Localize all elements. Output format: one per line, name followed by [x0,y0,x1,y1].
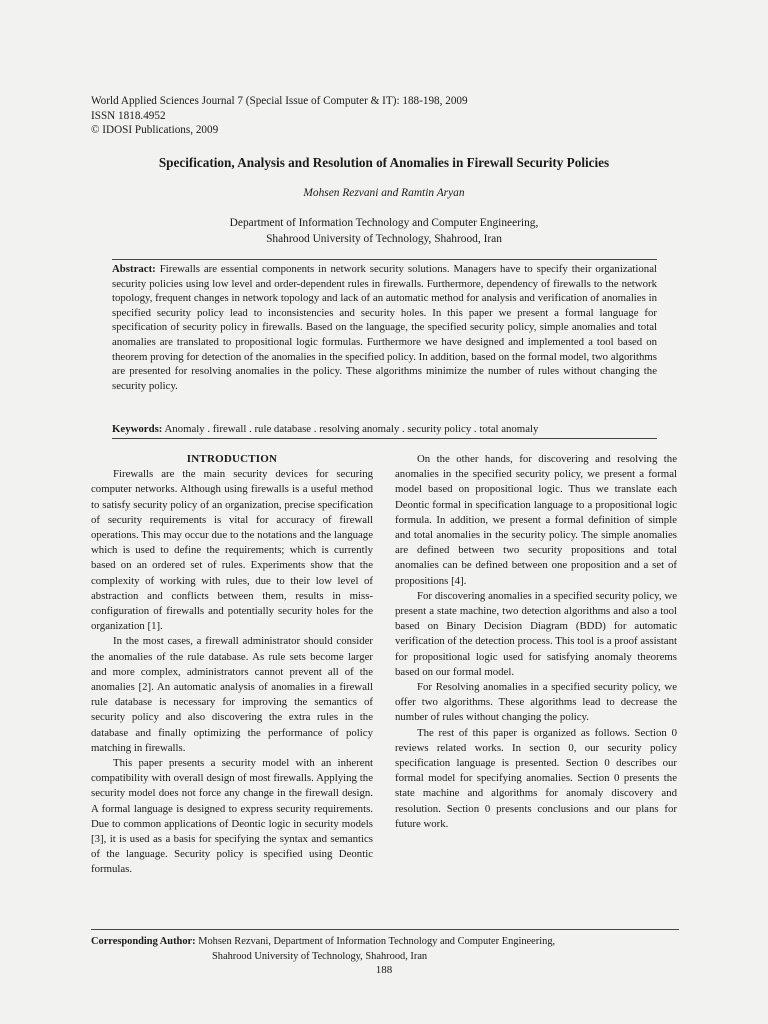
affiliation-line-1: Department of Information Technology and Computer Engineering, [229,217,539,229]
right-paragraph-4: The rest of this paper is organized as follows. Section 0 reviews related works. In section 0, our security policy specification language is presented. Section 0 describes our formal model for specifying anomalies. Section 0 presents the state machine and algorithms for anomaly discovery and resolution. Section 0 presents conclusions and our plans for future work. [395,726,677,830]
issn: ISSN 1818.4952 [91,109,166,122]
abstract-label: Abstract: [112,263,156,275]
paper-title: Specification, Analysis and Resolution of Anomalies in Firewall Security Policies [158,155,610,170]
affiliation [0,216,768,247]
journal-citation: World Applied Sciences Journal 7 (Special Issue of Computer & IT): 188-198, 2009 [91,95,468,107]
keywords-bottom-rule [112,438,657,439]
right-column [395,452,677,832]
corresponding-author-label: Corresponding Author: [91,936,196,947]
footer-rule [91,929,679,930]
keywords-text: Anomaly . firewall . rule database . resolving anomaly . security policy . total anomaly [164,423,539,435]
copyright: © IDOSI Publications, 2009 [91,124,219,137]
keywords-label: Keywords: [112,423,163,435]
corresponding-author [91,934,555,964]
left-column [91,452,373,878]
right-paragraph-2: For discovering anomalies in a specified security policy, we present a state machine, two detection algorithms and also a tool based on Binary Decision Diagram (BDD) for automatic verification of the detection process. This tool is a proof assistant for propositional logic used for satisfying anomaly theorems based on our formal model. [395,589,677,678]
abstract-text: Firewalls are essential components in network security solutions. Managers have to specify their organizational security policies using low level and order-dependent rules in firewalls. Furthermore, dependency of firewalls to the network topology, frequent changes in network topology and lack of an automatic method for analysis and verification of anomalies in specified security policy lead to inconsistencies and security holes. In this paper we present a formal language for specification of security policy in firewalls. Based on the language, the specified security policy, simple anomalies and total anomalies are translated to propositional logic formulas. Furthermore we have designed and implemented a tool based on theorem proving for detection of the anomalies in the specified policy. In addition, based on the formal model, two algorithms are presented for resolving anomalies in the policy. These algorithms minimize the number of rules without changing the security policy. [112,263,657,392]
corresponding-author-line-2: Shahrood University of Technology, Shahrood, Iran [212,951,428,962]
right-paragraph-1: On the other hands, for discovering and resolving the anomalies in the specified security policy, we present a formal model based on propositional logic. Thus we translate each Deontic formal in specification language to a propositional logic formula. In addition, we present a formal definition of simple and total anomalies in the security policy. The simple anomalies are defined between two security propositions and total anomalies can be defined between one proposition and a set of propositions [4]. [395,453,677,587]
journal-header [91,94,468,138]
left-paragraph-1: Firewalls are the main security devices for securing computer networks. Although using firewalls is a useful method to satisfy security policy of an organization, precise specification of security requirements is vital for accuracy of firewall operations. This may occur due to the notations and the language which is used to define the requirements; which is currently based on an ordered set of rules. Experiments show that the complexity of working with rules, due to their low level of abstraction and conflicts between them, results in miss-configuration of firewalls and potentially security holes for the organization [1]. [91,468,373,633]
paper-authors: Mohsen Rezvani and Ramtin Aryan [303,187,465,199]
right-paragraph-3: For Resolving anomalies in a specified security policy, we offer two algorithms. These algorithms lead to decrease the number of rules without changing the policy. [395,681,677,724]
abstract-top-rule [112,259,657,260]
page-number: 188 [375,964,393,976]
keywords [112,422,657,436]
abstract [112,262,657,393]
affiliation-line-2: Shahrood University of Technology, Shahrood, Iran [266,232,502,245]
left-paragraph-3: This paper presents a security model with an inherent compatibility with overall design of most firewalls. Applying the security model does not force any change in the firewall design. A formal language is designed to express security requirements. Due to common applications of Deontic logic in security models [3], it is used as a basis for specifying the syntax and semantics of the language. Security policy is specified using Deontic formulas. [91,757,373,876]
left-paragraph-2: In the most cases, a firewall administrator should consider the anomalies of the rule database. As rule sets become larger and more complex, administrators cannot prevent all of the anomalies [2]. An automatic analysis of anomalies in a firewall rule database is necessary for improving the semantics of security policy and also discovering the extra rules in the database and finally optimizing the performance of policy matching in firewalls. [91,635,373,754]
corresponding-author-line-1: Mohsen Rezvani, Department of Information Technology and Computer Engineering, [198,936,556,947]
section-heading-introduction: INTRODUCTION [186,453,278,465]
